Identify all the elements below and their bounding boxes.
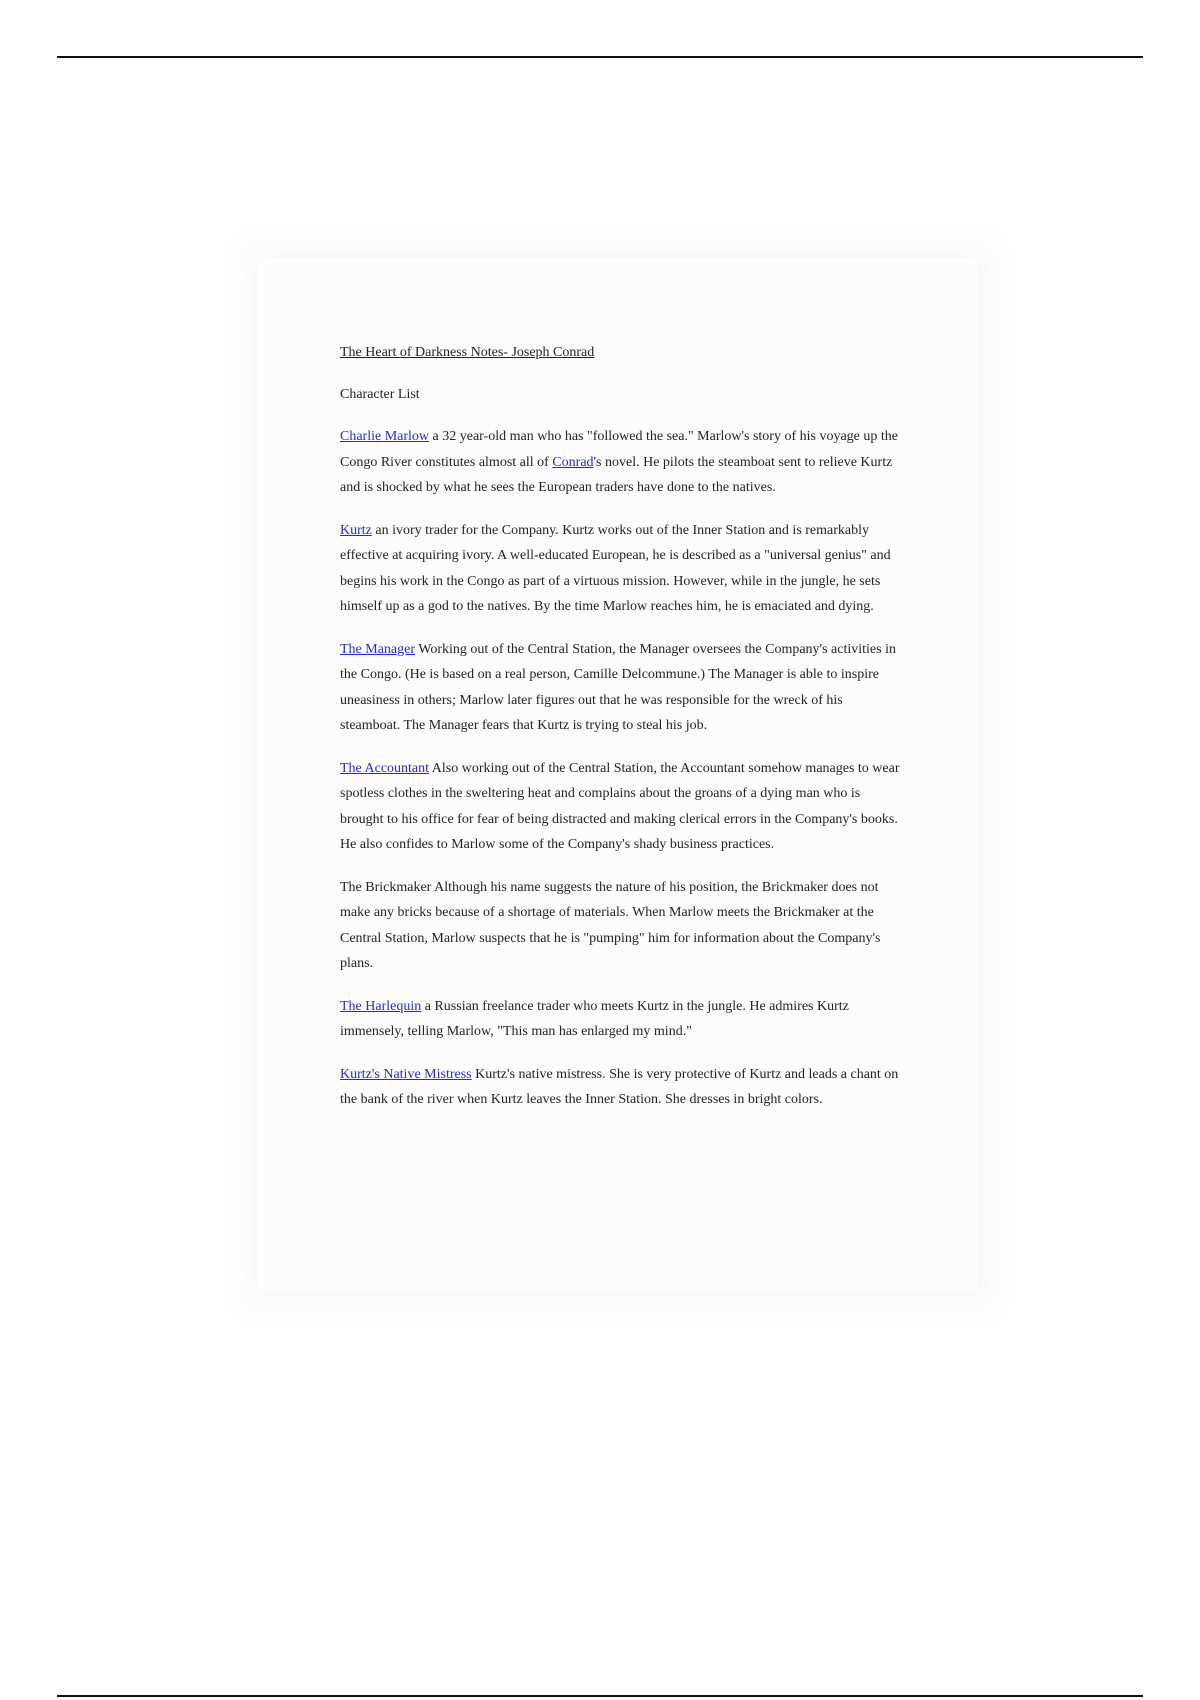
bottom-divider bbox=[57, 1695, 1143, 1697]
character-entry-the-brickmaker bbox=[340, 875, 900, 977]
character-entry-charlie-marlow bbox=[340, 424, 900, 501]
character-description: Working out of the Central Station, the Manager oversees the Company's activities in the Congo. (He is based on a real person, Camille Delcommune.) The Manager is able to inspire uneasiness in others; Marlow later figures out that he was responsible for the wreck of his steamboat. The Manager fears that Kurtz is trying to steal his job. bbox=[340, 641, 896, 733]
character-link-charlie-marlow[interactable]: Charlie Marlow bbox=[340, 429, 430, 444]
character-entry-the-manager bbox=[340, 637, 900, 739]
character-link-the-accountant[interactable]: The Accountant bbox=[340, 760, 430, 776]
document-content bbox=[340, 340, 900, 1130]
character-name-the-brickmaker: The Brickmaker bbox=[340, 879, 432, 895]
character-link-the-harlequin[interactable]: The Harlequin bbox=[340, 998, 422, 1014]
character-link-the-manager[interactable]: The Manager bbox=[340, 641, 416, 657]
character-link-kurtzs-native-mistress[interactable]: Kurtz's Native Mistress bbox=[340, 1066, 472, 1082]
character-description: Also working out of the Central Station, the Accountant somehow manages to wear spotless clothes in the sweltering heat and complains about the groans of a dying man who is brought to his office for fear of being distracted and making clerical errors in the Company's books. He also confides to Marlow some of the Company's shady business practices. bbox=[340, 760, 900, 852]
character-entry-kurtzs-native-mistress bbox=[340, 1062, 900, 1113]
character-entry-the-harlequin bbox=[340, 994, 900, 1045]
character-description: an ivory trader for the Company. Kurtz works out of the Inner Station and is remarkably effective at acquiring ivory. A well-educated European, he is described as a "universal genius" and begins his work in the Congo as part of a virtuous mission. However, while in the jungle, he sets himself up as a god to the natives. By the time Marlow reaches him, he is emaciated and dying. bbox=[340, 522, 891, 614]
author-link-conrad[interactable]: Conrad bbox=[552, 454, 594, 470]
character-entry-kurtz bbox=[340, 518, 900, 620]
character-entry-the-accountant bbox=[340, 756, 900, 858]
character-link-kurtz[interactable]: Kurtz bbox=[340, 522, 372, 538]
document-title: The Heart of Darkness Notes- Joseph Conrad bbox=[340, 345, 595, 360]
character-description: Kurtz's native mistress. She is very protective of Kurtz and leads a chant on the bank of the river when Kurtz leaves the Inner Station. She dresses in bright colors. bbox=[340, 1066, 899, 1107]
character-description-continued: 's novel. He pilots the steamboat sent to relieve Kurtz and is shocked by what he sees the European traders have done to the natives. bbox=[340, 454, 893, 495]
character-description: a Russian freelance trader who meets Kurtz in the jungle. He admires Kurtz immensely, telling Marlow, "This man has enlarged my mind." bbox=[340, 998, 849, 1039]
top-divider bbox=[57, 56, 1143, 58]
character-description: a 32 year-old man who has "followed the sea." Marlow's story of his voyage up the Congo River constitutes almost all of bbox=[340, 429, 898, 470]
section-heading: Character List bbox=[340, 387, 420, 402]
character-description: Although his name suggests the nature of his position, the Brickmaker does not make any bricks because of a shortage of materials. When Marlow meets the Brickmaker at the Central Station, Marlow suspects that he is "pumping" him for information about the Company's plans. bbox=[340, 879, 881, 971]
